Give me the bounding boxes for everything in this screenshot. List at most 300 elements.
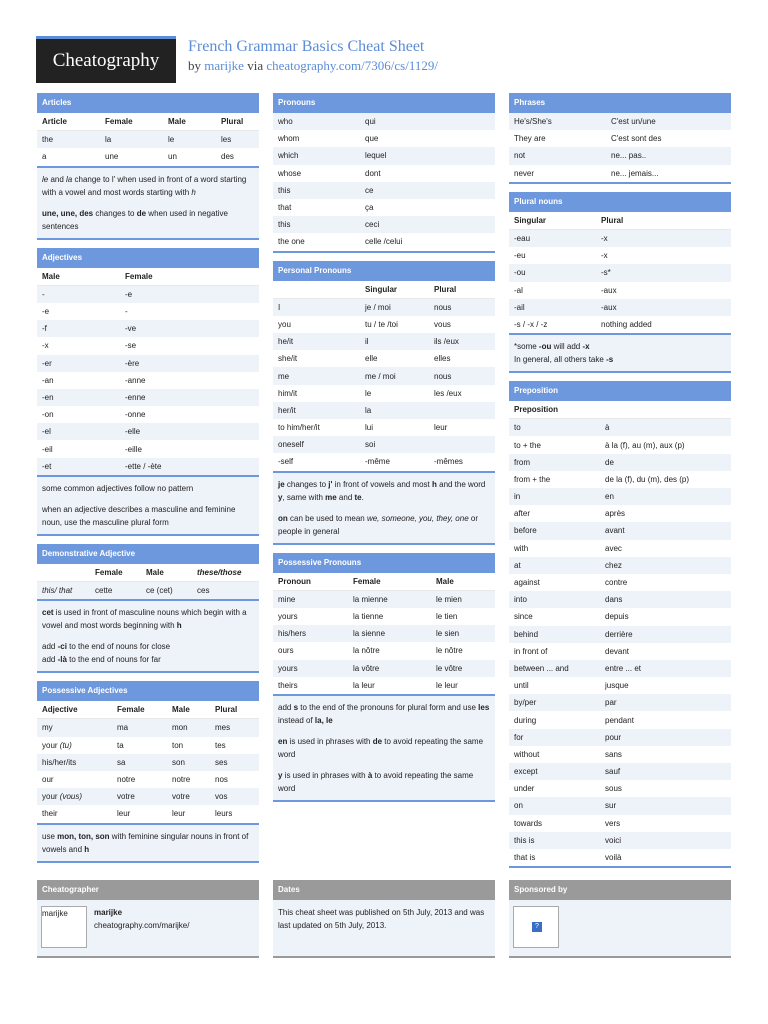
possessive-adjectives-note xyxy=(37,823,259,863)
table-row xyxy=(273,660,495,677)
table-cell: à xyxy=(600,419,731,437)
table-row xyxy=(37,788,259,805)
table-cell: towards xyxy=(514,818,543,828)
table-cell: devant xyxy=(605,646,630,656)
phrases-table xyxy=(509,113,731,182)
table-row xyxy=(37,440,259,457)
table-cell: you xyxy=(278,319,291,329)
table-cell: the xyxy=(37,131,100,149)
table-cell: notre xyxy=(117,775,136,785)
note-paragraph: use mon, ton, son with feminine singular nouns in front of vowels and h xyxy=(42,831,249,854)
table-cell: at xyxy=(509,557,600,574)
table-cell: à la (f), au (m), aux (p) xyxy=(605,440,685,450)
table-row xyxy=(509,557,731,574)
table-cell: vous xyxy=(434,319,451,329)
table-cell: theirs xyxy=(278,680,298,690)
table-cell: this xyxy=(273,216,360,233)
table-cell: notre xyxy=(172,775,191,785)
table-cell: cette xyxy=(90,582,141,600)
table-row xyxy=(273,608,495,625)
table-cell: in xyxy=(509,488,600,505)
table-row xyxy=(509,643,731,660)
table-cell: nous xyxy=(429,367,495,384)
table-cell: -eau xyxy=(509,229,596,247)
table-row xyxy=(273,350,495,367)
table-row xyxy=(509,247,731,264)
table-cell: -on xyxy=(42,410,54,420)
cheatographer-box xyxy=(37,880,259,956)
adjectives-note xyxy=(37,475,259,536)
table-cell: -an xyxy=(42,375,54,385)
table-cell: on xyxy=(509,797,600,814)
table-cell: derrière xyxy=(600,626,731,643)
column-header: Plural xyxy=(429,281,495,299)
table-cell: tu / te /toi xyxy=(365,319,398,329)
note-paragraph: In general, all others take -s xyxy=(514,355,614,365)
preposition-table xyxy=(509,401,731,866)
section-title: Possessive Pronouns xyxy=(273,553,495,573)
table-cell: -ette / -ète xyxy=(120,458,259,475)
table-cell: to xyxy=(509,419,600,437)
table-cell: son xyxy=(167,754,210,771)
plural-nouns-note xyxy=(509,333,731,373)
table-row xyxy=(273,233,495,250)
table-row xyxy=(509,130,731,147)
demonstrative-note xyxy=(37,599,259,673)
column-header: Male xyxy=(431,573,495,591)
section-title: Pronouns xyxy=(273,93,495,113)
question-icon: ? xyxy=(532,922,542,932)
section-divider xyxy=(273,251,495,253)
table-cell: -en xyxy=(37,389,120,406)
note-paragraph: add -ci to the end of nouns for close xyxy=(42,642,171,652)
column-header: Adjective xyxy=(37,701,112,719)
column-header: Plural xyxy=(210,701,259,719)
table-row xyxy=(273,130,495,147)
column-3 xyxy=(509,93,731,876)
table-cell: nothing added xyxy=(601,319,652,329)
table-row xyxy=(509,591,731,608)
possessive-pronouns-table xyxy=(273,573,495,694)
table-cell: C'est un/une xyxy=(606,113,731,130)
table-cell: a xyxy=(42,152,47,162)
table-cell: from xyxy=(509,454,600,471)
table-row xyxy=(273,453,495,470)
table-cell: -se xyxy=(125,341,137,351)
table-cell: leur xyxy=(117,809,131,819)
section-title: Cheatographer xyxy=(37,880,259,900)
table-cell: our xyxy=(42,775,54,785)
table-cell: who xyxy=(273,113,360,130)
table-cell: with xyxy=(514,543,529,553)
table-cell: your (tu) xyxy=(42,740,72,750)
table-cell: his/her/its xyxy=(37,754,112,771)
section-title: Preposition xyxy=(509,381,731,401)
via-label: via xyxy=(247,58,264,73)
column-header: Male xyxy=(141,564,192,582)
table-cell: I xyxy=(273,298,360,316)
table-row xyxy=(509,849,731,866)
note-paragraph: add s to the end of the pronouns for plural form and use les instead of la, le xyxy=(278,702,490,725)
table-cell: -ère xyxy=(120,355,259,372)
section-title: Dates xyxy=(273,880,495,900)
table-row xyxy=(509,165,731,182)
table-cell: the one xyxy=(278,237,305,247)
table-row xyxy=(37,771,259,788)
table-cell: -s / -x / -z xyxy=(514,319,548,329)
table-cell: ils /eux xyxy=(429,333,495,350)
table-cell: mes xyxy=(210,719,259,737)
table-cell: yours xyxy=(278,612,298,622)
table-cell: -s* xyxy=(596,264,731,281)
table-row xyxy=(509,711,731,728)
byline xyxy=(188,58,438,74)
table-cell: le sien xyxy=(431,625,495,642)
table-cell: le tien xyxy=(436,612,458,622)
adjectives-section xyxy=(37,248,259,536)
section-title: Plural nouns xyxy=(509,192,731,212)
table-cell: my xyxy=(37,719,112,737)
table-row xyxy=(509,780,731,797)
table-row xyxy=(509,419,731,437)
section-title: Adjectives xyxy=(37,248,259,268)
plural-nouns-table xyxy=(509,212,731,333)
column-header: Singular xyxy=(360,281,429,299)
table-row xyxy=(509,488,731,505)
table-row xyxy=(509,677,731,694)
table-row xyxy=(273,642,495,659)
sponsor-image[interactable] xyxy=(513,906,559,948)
table-row xyxy=(273,436,495,453)
table-cell: this is xyxy=(509,832,600,849)
table-cell: votre xyxy=(167,788,210,805)
table-cell: -al xyxy=(514,285,523,295)
table-row xyxy=(273,216,495,233)
dates-body xyxy=(273,900,495,958)
table-cell: -enne xyxy=(120,389,259,406)
table-cell: ça xyxy=(365,203,374,213)
column-header: Plural xyxy=(216,113,259,131)
table-cell: une xyxy=(105,152,119,162)
table-cell: de xyxy=(600,454,731,471)
table-cell: avant xyxy=(600,522,731,539)
dates-box xyxy=(273,880,495,956)
table-row xyxy=(509,832,731,849)
table-cell: chez xyxy=(600,557,731,574)
table-cell: voici xyxy=(600,832,731,849)
table-cell: tes xyxy=(215,740,226,750)
table-cell: he/it xyxy=(273,333,360,350)
table-cell: ma xyxy=(112,719,167,737)
table-cell: that is xyxy=(514,853,536,863)
table-cell: les /eux xyxy=(434,388,462,398)
table-row xyxy=(37,805,259,822)
dates-text: This cheat sheet was published on 5th July, 2013 and was last updated on 5th July, 2013. xyxy=(278,908,485,930)
possessive-adjectives-table xyxy=(37,701,259,822)
note-paragraph: en is used in phrases with de to avoid repeating the same word xyxy=(278,736,484,759)
section-title: Sponsored by xyxy=(509,880,731,900)
articles-table xyxy=(37,113,259,166)
table-cell: la leur xyxy=(353,680,375,690)
table-cell: elle xyxy=(365,354,378,364)
possessive-pronouns-section xyxy=(273,553,495,802)
table-cell: -onne xyxy=(125,410,146,420)
column-header: Plural xyxy=(596,212,731,230)
table-cell: to + the xyxy=(514,440,541,450)
column-header: Female xyxy=(348,573,431,591)
table-cell: -el xyxy=(37,423,120,440)
table-cell: me / moi xyxy=(360,367,429,384)
table-row xyxy=(37,719,259,737)
table-cell: your (vous) xyxy=(37,788,112,805)
note-paragraph: y is used in phrases with à to avoid repeating the same word xyxy=(278,770,474,793)
table-row xyxy=(509,815,731,832)
table-row xyxy=(509,694,731,711)
table-cell: -même xyxy=(365,457,390,467)
table-cell: -eille xyxy=(125,444,142,454)
table-cell: leur xyxy=(172,809,186,819)
table-cell: ceci xyxy=(360,216,495,233)
table-cell: mine xyxy=(273,590,348,608)
personal-pronouns-section xyxy=(273,261,495,545)
table-cell: never xyxy=(514,168,535,178)
table-cell: la vôtre xyxy=(348,660,431,677)
table-cell: le vôtre xyxy=(431,660,495,677)
table-row xyxy=(37,131,259,149)
table-cell: entre ... et xyxy=(600,660,731,677)
table-row xyxy=(37,355,259,372)
table-cell: un xyxy=(168,152,177,162)
phrases-section xyxy=(509,93,731,184)
cheatography-logo[interactable]: Cheatography xyxy=(36,36,176,83)
table-cell: -eu xyxy=(514,251,526,261)
table-cell: under xyxy=(514,784,535,794)
table-row xyxy=(509,626,731,643)
table-cell: -ail xyxy=(509,299,596,316)
table-cell: oneself xyxy=(273,436,360,453)
table-row xyxy=(37,148,259,165)
column-header: Female xyxy=(100,113,163,131)
table-row xyxy=(273,590,495,608)
page-header xyxy=(36,36,736,82)
table-cell: jusque xyxy=(605,681,629,691)
table-row xyxy=(273,113,495,130)
table-row xyxy=(273,625,495,642)
table-cell: celle /celui xyxy=(365,237,403,247)
table-row xyxy=(37,285,259,303)
table-row xyxy=(273,316,495,333)
table-row xyxy=(509,540,731,557)
table-cell xyxy=(429,436,495,453)
column-header: Article xyxy=(37,113,100,131)
table-cell: -eil xyxy=(42,444,53,454)
table-cell: par xyxy=(600,694,731,711)
table-row xyxy=(509,436,731,453)
column-header: Female xyxy=(112,701,167,719)
table-row xyxy=(37,737,259,754)
pronouns-table xyxy=(273,113,495,251)
column-header: Male xyxy=(167,701,210,719)
table-cell: -x xyxy=(42,341,49,351)
table-row xyxy=(273,182,495,199)
table-cell: -aux xyxy=(601,285,617,295)
articles-note xyxy=(37,166,259,240)
table-cell: sa xyxy=(112,754,167,771)
table-cell: -er xyxy=(37,355,120,372)
table-cell: during xyxy=(514,715,537,725)
table-cell: que xyxy=(365,134,379,144)
table-cell: which xyxy=(273,147,360,164)
cheatographer-body xyxy=(37,900,259,958)
table-cell: lui xyxy=(365,423,374,433)
table-cell: votre xyxy=(112,788,167,805)
column-header: Pronoun xyxy=(273,573,348,591)
table-cell: C'est sont des xyxy=(611,134,662,144)
table-cell: for xyxy=(509,729,600,746)
table-cell: me xyxy=(273,367,360,384)
table-cell: in front of xyxy=(514,646,548,656)
table-row xyxy=(509,299,731,316)
table-cell xyxy=(429,402,495,419)
table-cell: -elle xyxy=(120,423,259,440)
page-title: French Grammar Basics Cheat Sheet xyxy=(188,38,425,55)
table-row xyxy=(273,298,495,316)
table-cell: après xyxy=(605,509,626,519)
table-cell: their xyxy=(42,809,58,819)
table-cell: soi xyxy=(360,436,429,453)
table-row xyxy=(273,385,495,402)
table-cell: elles xyxy=(434,354,451,364)
profile-link[interactable]: cheatography.com/marijke/ xyxy=(94,921,190,930)
table-row xyxy=(273,402,495,419)
table-cell: la sienne xyxy=(348,625,431,642)
table-cell: to him/her/it xyxy=(278,423,320,433)
table-cell: after xyxy=(514,509,531,519)
section-title: Personal Pronouns xyxy=(273,261,495,281)
table-cell: la mienne xyxy=(348,590,431,608)
table-cell: le nôtre xyxy=(436,646,463,656)
pronouns-section xyxy=(273,93,495,253)
table-row xyxy=(273,677,495,694)
table-cell: -x xyxy=(596,229,731,247)
table-cell: -e xyxy=(120,285,259,303)
table-cell: -x xyxy=(601,251,608,261)
table-cell: -et xyxy=(37,458,120,475)
table-cell: ne... pas.. xyxy=(606,147,731,164)
table-cell: from + the xyxy=(514,474,551,484)
table-cell: -self xyxy=(278,457,294,467)
table-row xyxy=(37,582,259,600)
table-cell: that xyxy=(278,203,292,213)
table-row xyxy=(37,423,259,440)
section-title: Articles xyxy=(37,93,259,113)
table-cell: between ... and xyxy=(509,660,600,677)
table-cell: -f xyxy=(37,320,120,337)
table-cell: la nôtre xyxy=(353,646,380,656)
table-cell: leurs xyxy=(215,809,233,819)
avatar[interactable]: marijke xyxy=(41,906,87,948)
table-row xyxy=(509,729,731,746)
table-cell: qui xyxy=(360,113,495,130)
table-cell: contre xyxy=(605,578,628,588)
table-row xyxy=(37,754,259,771)
plural-nouns-section xyxy=(509,192,731,373)
possessive-pronouns-note xyxy=(273,694,495,802)
table-cell: -mêmes xyxy=(434,457,463,467)
note-paragraph: some common adjectives follow no pattern xyxy=(42,483,194,493)
note-paragraph: when an adjective describes a masculine and feminine noun, use the masculine plural form xyxy=(42,504,236,527)
table-row xyxy=(509,522,731,539)
articles-section xyxy=(37,93,259,240)
table-cell: not xyxy=(509,147,606,164)
table-cell: yours xyxy=(273,660,348,677)
column-2 xyxy=(273,93,495,810)
table-row xyxy=(509,282,731,299)
table-cell: -ou xyxy=(509,264,596,281)
note-paragraph: cet is used in front of masculine nouns which begin with a vowel and most words beginning with h xyxy=(42,608,247,631)
table-cell: behind xyxy=(509,626,600,643)
sponsor-body xyxy=(509,900,731,958)
table-row xyxy=(273,199,495,216)
sheet-url-link[interactable]: cheatography.com/7306/cs/1129/ xyxy=(266,58,438,73)
section-title: Demonstrative Adjective xyxy=(37,544,259,564)
table-row xyxy=(37,303,259,320)
table-row xyxy=(37,406,259,423)
table-row xyxy=(509,763,731,780)
table-cell: dans xyxy=(600,591,731,608)
table-cell: ton xyxy=(172,740,184,750)
column-header: Preposition xyxy=(509,401,731,419)
table-cell: ne... jemais... xyxy=(611,168,659,178)
table-cell: since xyxy=(514,612,533,622)
table-cell: until xyxy=(514,681,529,691)
column-header: Female xyxy=(90,564,141,582)
table-cell: into xyxy=(509,591,600,608)
table-row xyxy=(509,113,731,130)
possessive-adjectives-section xyxy=(37,681,259,862)
table-cell: la xyxy=(360,402,429,419)
table-row xyxy=(509,264,731,281)
table-row xyxy=(273,165,495,182)
table-cell: ce (cet) xyxy=(141,582,192,600)
table-cell: this xyxy=(273,182,360,199)
preposition-section xyxy=(509,381,731,868)
note-paragraph: add -là to the end of nouns for far xyxy=(42,655,161,665)
table-cell: ta xyxy=(117,740,124,750)
section-divider xyxy=(509,182,731,184)
table-cell: except xyxy=(509,763,600,780)
table-cell: leur xyxy=(434,423,448,433)
table-cell: le xyxy=(163,131,216,149)
demonstrative-section xyxy=(37,544,259,673)
table-cell: mon xyxy=(167,719,210,737)
table-cell: this/ that xyxy=(37,582,90,600)
table-row xyxy=(37,389,259,406)
table-cell: en xyxy=(600,488,731,505)
author-link[interactable]: marijke xyxy=(204,58,244,73)
table-cell: - xyxy=(125,307,128,317)
table-cell: whom xyxy=(278,134,300,144)
table-row xyxy=(509,505,731,522)
table-cell: nous xyxy=(429,298,495,316)
table-row xyxy=(273,367,495,384)
table-row xyxy=(37,372,259,389)
table-row xyxy=(273,419,495,436)
section-title: Possessive Adjectives xyxy=(37,681,259,701)
column-header: Female xyxy=(120,268,259,286)
table-cell: whose xyxy=(278,168,302,178)
table-cell: les xyxy=(216,131,259,149)
